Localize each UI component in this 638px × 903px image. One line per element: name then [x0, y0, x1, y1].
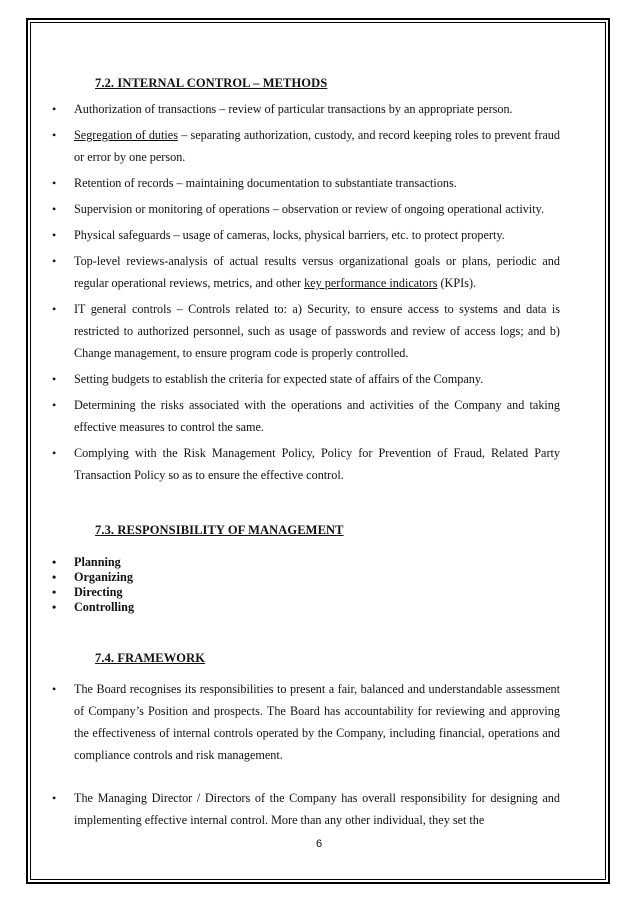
- list-item-text: Complying with the Risk Management Policy, Policy for Prevention of Fraud, Related Party Transaction Policy so as to ensure the effective control.: [74, 446, 560, 482]
- framework-list: [52, 678, 560, 852]
- page-number: 6: [315, 838, 323, 850]
- list-item: [52, 124, 560, 168]
- list-item: [52, 198, 560, 220]
- list-item: [52, 442, 560, 486]
- list-item-text-suffix: (KPIs).: [437, 276, 477, 290]
- list-item: • The Board recognises its responsibilities to present a fair, balanced and understandable assessment of Company’s Position and prospects. The Board has accountability for reviewing and approving the effectiveness of internal controls operated by the Company, including financial, operations and compliance controls and risk management.: [52, 678, 560, 766]
- section-7-3-heading: 7.3. RESPONSIBILITY OF MANAGEMENT: [95, 523, 344, 537]
- list-item: • Directing: [52, 585, 560, 600]
- list-item-text: Supervision or monitoring of operations – observation or review of ongoing operational activity.: [74, 202, 545, 216]
- internal-control-methods-list: [52, 98, 560, 490]
- list-item: [52, 298, 560, 364]
- list-item: • Organizing: [52, 570, 560, 585]
- list-item-text: Retention of records – maintaining documentation to substantiate transactions.: [74, 176, 457, 190]
- list-item: • Controlling: [52, 600, 560, 615]
- section-7-4-heading: 7.4. FRAMEWORK: [95, 651, 206, 665]
- key-performance-indicators-link[interactable]: key performance indicators: [304, 276, 438, 290]
- list-item-text: Setting budgets to establish the criteria for expected state of affairs of the Company.: [74, 372, 484, 386]
- list-item: [52, 394, 560, 438]
- list-item: • Planning: [52, 555, 560, 570]
- list-item: [52, 250, 560, 294]
- section-7-2-heading: 7.2. INTERNAL CONTROL – METHODS: [95, 76, 328, 90]
- list-item-text: – separating authorization, custody, and record keeping roles to prevent fraud or error by one person.: [74, 128, 560, 164]
- segregation-of-duties-link[interactable]: Segregation of duties: [74, 128, 178, 142]
- list-item-text: Physical safeguards – usage of cameras, locks, physical barriers, etc. to protect property.: [74, 228, 505, 242]
- list-item-text: Authorization of transactions – review of particular transactions by an appropriate person.: [74, 102, 513, 116]
- list-item: [52, 98, 560, 120]
- list-item: [52, 172, 560, 194]
- list-item-text: Top-level reviews-analysis of actual results versus organizational goals or plans, periodic and regular operational reviews, metrics, and other: [74, 254, 560, 290]
- list-item: [52, 224, 560, 246]
- list-item: [52, 368, 560, 390]
- management-responsibility-list: [52, 555, 560, 615]
- list-item-text: IT general controls – Controls related to: a) Security, to ensure access to systems and data is restricted to authorized personnel, such as usage of passwords and review of access logs; and b) Change management, to ensure program code is properly controlled.: [74, 302, 560, 360]
- list-item-text: Determining the risks associated with the operations and activities of the Company and taking effective measures to control the same.: [74, 398, 560, 434]
- list-item: • The Managing Director / Directors of the Company has overall responsibility for designing and implementing effective internal control. More than any other individual, they set the: [52, 787, 560, 831]
